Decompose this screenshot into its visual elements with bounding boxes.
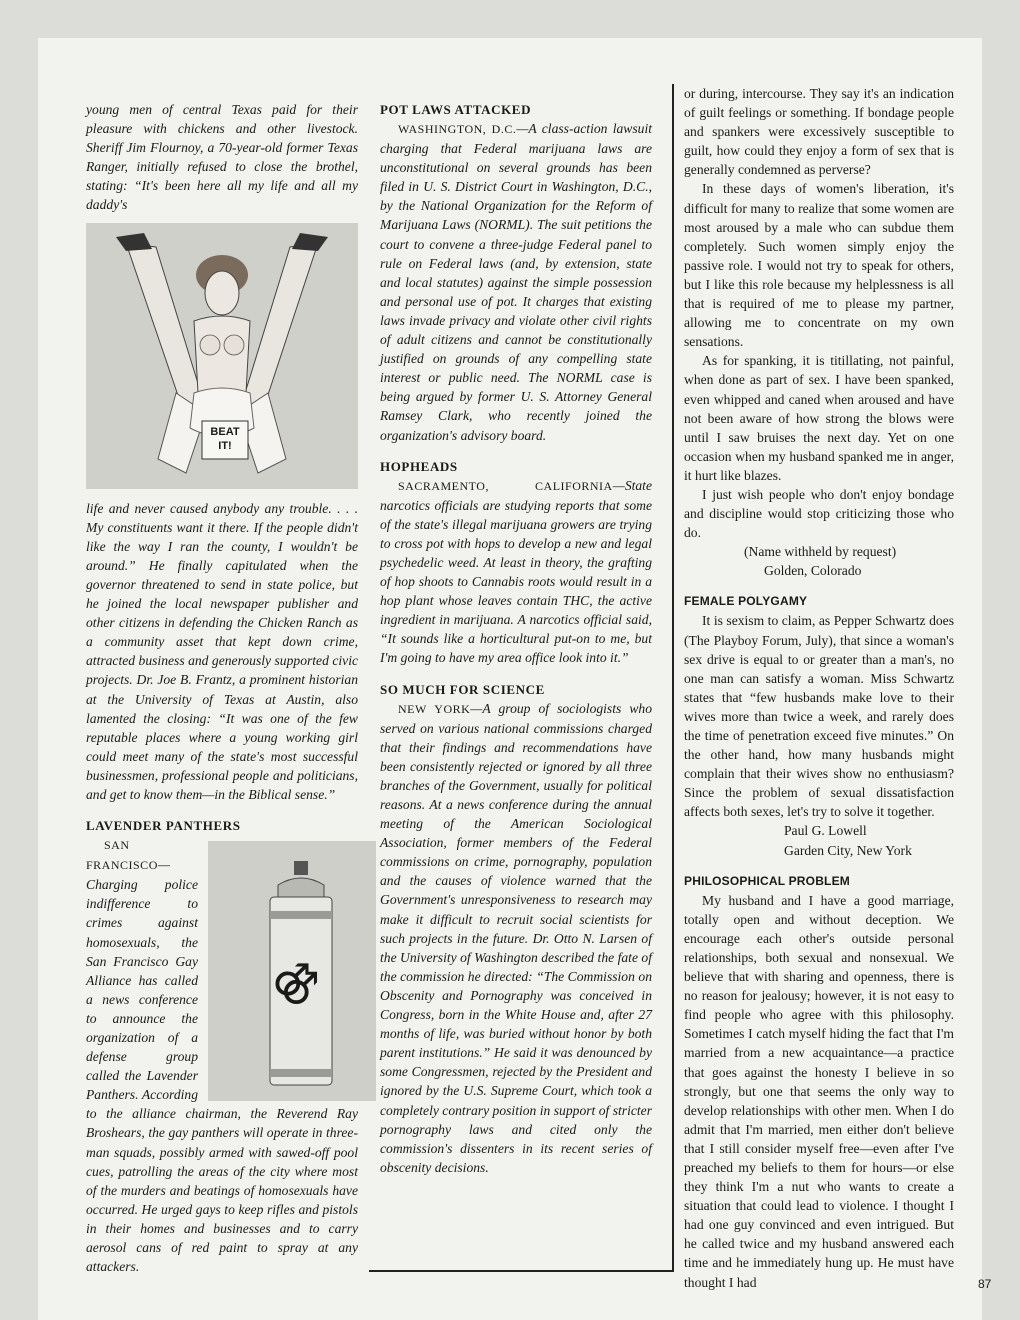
hopheads-dateline: SACRAMENTO, CALIFORNIA — [398, 478, 613, 493]
letter-signature-1 — [684, 542, 954, 580]
magazine-page — [38, 38, 992, 1320]
hopheads-article: SACRAMENTO, CALIFORNIA—State narcotics officials are studying reports that some of the state's illegal marijuana growers are trying to cross pot with hops to develop a new and legal psychedelic weed. At least in theory, the grafting of hop shoots to Cannabis roots would result in a hop plant whose leaves contain THC, the active ingredient in marijuana. A narcotics official said, “It sounds like a horticultural put-on to me, but I'm going to have my area office look into it.” — [380, 477, 652, 666]
female-polygamy-heading: FEMALE POLYGAMY — [684, 594, 808, 609]
column-right — [684, 84, 954, 1292]
science-heading: SO MUCH FOR SCIENCE — [380, 681, 545, 697]
philosophical-problem-heading: PHILOSOPHICAL PROBLEM — [684, 873, 850, 888]
beat-it-illustration — [86, 223, 358, 489]
letter-signature-2 — [684, 821, 954, 859]
signature-place: Garden City, New York — [784, 842, 912, 858]
signature-name: Paul G. Lowell — [784, 823, 867, 839]
letter-paragraph-1: or during, intercourse. They say it's an indication of guilt feelings or something. If bondage people and spankers were excessively susceptible to guilt, how could they enjoy a form of sex that is generally condemned as perverse? — [684, 86, 954, 178]
pot-laws-heading: POT LAWS ATTACKED — [380, 102, 532, 117]
lavender-panthers-article: ⚣ SAN FRANCISCO—Charging police indifference to crimes against homosexuals, the San Francisco Gay Alliance has called a news conference to announce the organization of a defense group called the Lavender Panthers. According to the alliance chairman, the Reverend Ray Broshears, the gay panthers will operate in three-man squads, possibly armed with sawed-off pool cues, patrolling the areas of the city where most of the murders and beatings of homosexuals have occurred. He urged gays to keep rifles and pistols in their homes and businesses and to carry aerosol cans of red paint to spray at any attackers. — [86, 835, 358, 1276]
column-bottom-rule — [369, 1270, 674, 1272]
chicken-ranch-text: young men of central Texas paid for their pleasure with chickens and other livestock. Sheriff Jim Flournoy, a 70-year-old former Texas Ranger, initially refused to close the brothel, stating: “It's been here all my life and all my daddy's — [86, 102, 358, 213]
science-dateline: NEW YORK — [398, 701, 471, 716]
letter-paragraph-2: In these days of women's liberation, it's difficult for many to realize that some women are most aroused by a male who can subdue them completely. Such women simply enjoy the passive role. I would not try to speak for others, but I like this role because my helplessness is all that is required of me to please my partner, allowing me to concentrate on my own sensations. — [684, 181, 954, 350]
column-divider — [672, 84, 674, 1271]
chicken-ranch-text-continued: life and never caused anybody any trouble. . . . My constituents want it there. If the people didn't like the way I ran the county, I wouldn't be around.” He finally capitulated when the governor threatened to send in state police, but he joined the local newspaper publisher and other citizens in defending the Chicken Ranch as a community asset that kept down crime, attracted business and generously supported civic projects. Dr. Joe B. Frantz, a prominent historian at the University of Texas at Austin, also lamented the closing: “It was one of the few reputable places where a young working girl could meet many of the state's most successful businessmen, professional people and politicians, and get to know them—in the Biblical sense.” — [86, 500, 358, 802]
page-number: 87 — [978, 1277, 992, 1291]
hopheads-heading: HOPHEADS — [380, 458, 458, 474]
pot-laws-body: A class-action lawsuit charging that Federal marijuana laws are unconstitutional on several grounds has been filed in U. S. District Court in Washington, D.C., by the National Organization for the Reform of Marijuana Laws (NORML). The suit petitions the court to convene a three-judge Federal panel to rule on Federal laws (and, by extension, state and local statutes) against the simple possession and personal use of pot. It charges that existing laws invade privacy and violate other civil rights of adult citizens and cannot be constitutionally justified on grounds of any compelling state interest or public need. The NORML case is being argued by former U. S. Attorney General Ramsey Clark, who recently joined the organization's advisory board. — [380, 121, 652, 443]
philosophical-problem-body: My husband and I have a good marriage, totally open and without deception. We encourage each other's outside personal relationships, both sexual and nonsexual. We believe that with sharing and openness, there is no reason for jealousy; however, it is not easy to find people who agree with this philosophy. Sometimes I catch myself hiding the fact that I'm married from a new acquaintance—a practice that goes against the honesty I believe in so strongly, but one that seems the only way to develop relationships with other men. When I do admit that I'm married, men either don't believe that I still consider myself free—even after I've preached my beliefs to them for hours—or else they think I'm a nut who wants to create a situation that could lead to violence. I thought I had one guy convinced and even intrigued. But he called twice and my husband answered each time and he immediately hung up. He must have thought I had — [684, 892, 954, 1290]
female-polygamy-body: It is sexism to claim, as Pepper Schwartz does (The Playboy Forum, July), that since a woman's sex drive is equal to or greater than a man's, no one man can satisfy a woman. Miss Schwartz states that “few husbands make love to their wives more than twice a week, and rarely does the time of penetration exceed five minutes.” On the other hand, how many husbands might complain that their wives show no enthusiasm? Since the problem of sexual dissatisfaction affects both sexes, let's try to solve it together. — [684, 613, 954, 820]
hopheads-body: State narcotics officials are studying reports that some of the state's illegal marijuana growers are trying to cross pot with hops to develop a new and legal psychedelic weed. At least in theory, the grafting of hop shoots to Cannabis roots would result in a hop plant whose leaves contain THC, the active ingredient in marijuana. A narcotics official said, “It sounds like a horticultural put-on to me, but I'm going to have my area office look into it.” — [380, 477, 652, 666]
science-article: NEW YORK—A group of sociologists who served on various national commissions charged that their findings and recommendations have been consistently rejected or ignored by all three branches of the Government, usually for political reasons. At a news conference during the annual meeting of the American Sociological Association, former members of the Federal commissions on crime, pornography, population and the causes of violence warned that the Government's unresponsiveness to research may make it difficult to recruit social scientists for such projects in the future. Dr. Otto N. Larsen of the University of Washington described the fate of the commission he directed: “The Commission on Obscenity and Pornography was conceived in Congress, born in the White House and, after 27 months of life, was buried without honor by both parent institutions.” He said it was denounced by some Congressmen, rejected by the President and ignored by the U.S. Supreme Court, which took a completely contrary position in support of stricter pornography laws and cited only the commission's dissenters in its recent series of obscenity decisions. — [380, 700, 652, 1175]
lavender-panthers-dateline: SAN FRANCISCO — [86, 838, 158, 873]
lavender-panthers-heading: LAVENDER PANTHERS — [86, 818, 241, 834]
lavender-panthers-body: Charging police indifference to crimes against homosexuals, the San Francisco Gay Alliance has called a news conference to announce the organization of a defense group called the Lavender Panthers. According to the alliance chairman, the Reverend Ray Broshears, the gay panthers will operate in three-man squads, possibly armed with sawed-off pool cues, patrolling the areas of the city where most of the murders and beatings of homosexuals have occurred. He urged gays to keep rifles and pistols in their homes and businesses and to carry aerosol cans of red paint to spray at any attackers. — [86, 877, 358, 1275]
signature-place: Golden, Colorado — [764, 563, 862, 579]
gay-male-symbol-icon: ⚣ — [272, 955, 320, 1007]
letter-paragraph-4: I just wish people who don't enjoy bondage and discipline would stop criticizing those who do. — [684, 486, 954, 541]
column-left — [86, 100, 358, 1276]
science-body: A group of sociologists who served on various national commissions charged that their findings and recommendations have been consistently rejected or ignored by all three branches of the Government, usually for political reasons. At a news conference during the annual meeting of the American Sociological Association, former members of the Federal commissions on crime, pornography, population and the causes of violence warned that the Government's unresponsiveness to research may make it difficult to recruit social scientists for such projects in the future. Dr. Otto N. Larsen of the University of Washington described the fate of the commission he directed: “The Commission on Obscenity and Pornography was conceived in Congress, born in the White House and, after 27 months of life, was buried without honor by both parent institutions.” He said it was denounced by some Congressmen, rejected by the President and ignored by the U.S. Supreme Court, which took a completely contrary position in support of stricter pornography laws and cited only the commission's dissenters in its recent series of obscenity decisions. — [380, 700, 652, 1175]
signature-name: (Name withheld by request) — [744, 544, 897, 560]
beat-it-sign-text: BEAT IT! — [210, 425, 240, 452]
pot-laws-dateline: WASHINGTON, D.C. — [398, 122, 517, 136]
spray-can-illustration — [208, 841, 358, 1101]
letter-paragraph-3: As for spanking, it is titillating, not painful, when done as part of sex. I have been spanked, even whipped and caned when aroused and have not been aware of how strong the blows were until I saw bruises the next day. Yet on one occasion when my husband spanked me in anger, it hurt like blazes. — [684, 353, 954, 483]
pot-laws-article: WASHINGTON, D.C.—A class-action lawsuit charging that Federal marijuana laws are unconstitutional on several grounds has been filed in U. S. District Court in Washington, D.C., by the National Organization for the Reform of Marijuana Laws (NORML). The suit petitions the court to convene a three-judge Federal panel to rule on Federal laws (and, by extension, state and local statutes) against the simple possession and personal use of pot. It charges that existing laws invade privacy and violate other civil rights of adult citizens and cannot be constitutionally justified on grounds of any compelling state interest or public need. The NORML case is being argued by former U. S. Attorney General Ramsey Clark, who recently joined the organization's advisory board. — [380, 121, 652, 443]
column-middle — [380, 100, 652, 1177]
